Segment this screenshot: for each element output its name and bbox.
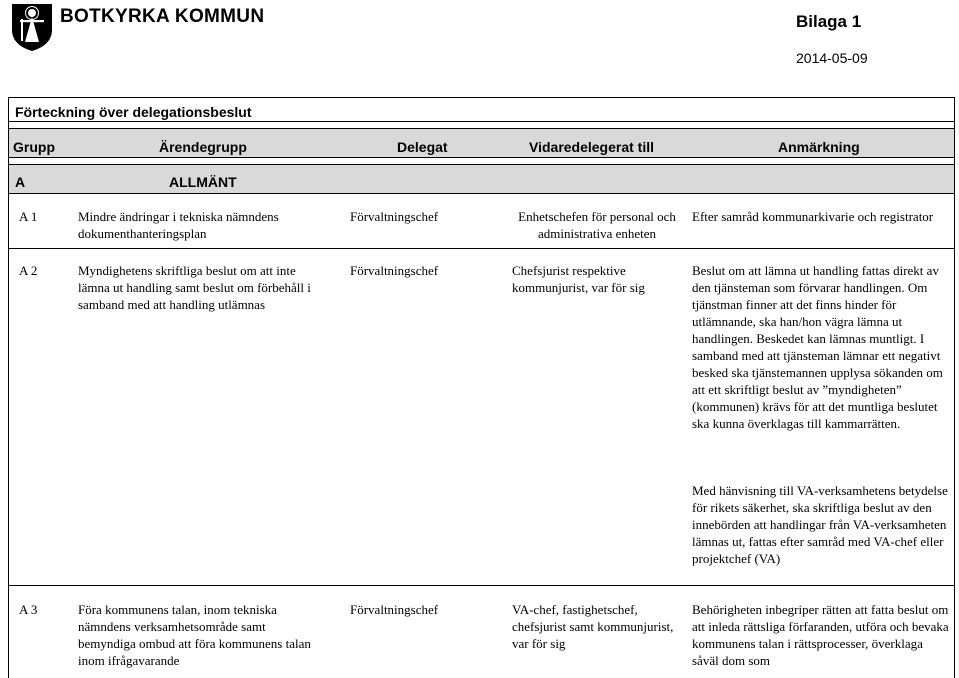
column-header-anmarkning: Anmärkning [778, 139, 860, 155]
row-a1-delegat: Förvaltningschef [350, 209, 439, 224]
column-header-arendegrupp: Ärendegrupp [159, 139, 247, 155]
row-a2-vidaredelegerat: Chefsjurist respektive kommunjurist, var för sig [512, 263, 645, 295]
row-a2-arendegrupp: Myndighetens skriftliga beslut om att inte lämna ut handling samt beslut om förbehåll i samband med att handling utlämnas [78, 263, 311, 312]
section-name: ALLMÄNT [169, 174, 237, 190]
row-a1-vidaredelegerat: Enhetschefen för personal och administrativa enheten [518, 209, 676, 241]
row-a1-arendegrupp: Mindre ändringar i tekniska nämndens dokumenthanteringsplan [78, 209, 279, 241]
document-date: 2014-05-09 [796, 50, 868, 66]
row-a2-anmarkning: Beslut om att lämna ut handling fattas direkt av den tjänsteman som förvarar handlingen. Om tjänstman finner att det finns hinder för utlämnande, ska han/hon vägra lämna ut handlingen. Beskedet kan lämnas muntligt. I samband med att tjänsteman lämnar ett negativt besked ska tjänstemannen upplysa sökanden om att ett skriftligt beslut av ”myndigheten” (kommunen) krävs för att det muntliga beslutet ska kunna överklagas till kammarrätten. [692, 263, 943, 431]
column-header-delegat: Delegat [397, 139, 448, 155]
section-letter: A [15, 174, 26, 190]
row-a2-delegat: Förvaltningschef [350, 263, 439, 278]
section-header-band [9, 164, 954, 193]
row-a3-id: A 3 [19, 602, 38, 617]
column-header-vidaredelegerat: Vidaredelegerat till [529, 139, 655, 155]
row-a1-id: A 1 [19, 209, 38, 224]
delegation-table [8, 97, 955, 678]
row-a3-anmarkning: Behörigheten inbegriper rätten att fatta beslut om att inleda rättsliga förfaranden, utföra och bevaka kommunens talan i rättsprocesser, överklaga såväl dom som [692, 602, 949, 668]
coat-of-arms-logo [10, 2, 54, 52]
brand-name: BOTKYRKA KOMMUN [60, 6, 265, 27]
table-title: Förteckning över delegationsbeslut [15, 104, 252, 120]
attachment-label: Bilaga 1 [796, 12, 862, 31]
row-a2-id: A 2 [19, 263, 38, 278]
row-a3-arendegrupp: Föra kommunens talan, inom tekniska nämndens verksamhetsområde samt bemyndiga ombud att föra kommunens talan inom ifrågavarande [78, 602, 311, 668]
row-a2-anmarkning-va: Med hänvisning till VA-verksamhetens betydelse för rikets säkerhet, ska skriftliga beslut av den innebörden att handlingar från VA-verksamheten lämnas ut, fattas efter samråd med VA-chef eller projektchef (VA) [692, 483, 948, 566]
column-header-grupp: Grupp [13, 139, 55, 155]
row-a3-vidaredelegerat: VA-chef, fastighetschef, chefsjurist samt kommunjurist, var för sig [512, 602, 674, 651]
row-a3-delegat: Förvaltningschef [350, 602, 439, 617]
row-a1-anmarkning: Efter samråd kommunarkivarie och registrator [692, 209, 934, 224]
